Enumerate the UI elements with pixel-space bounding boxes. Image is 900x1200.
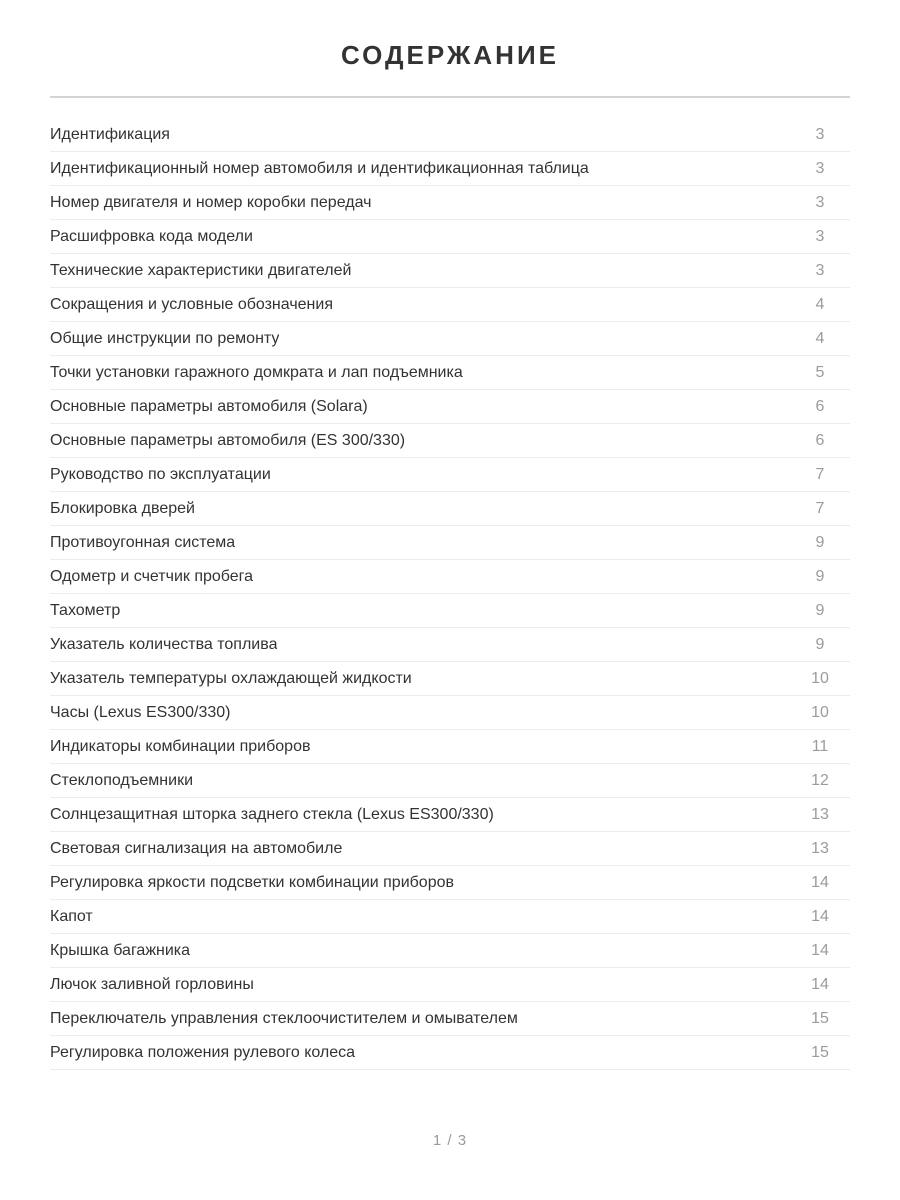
- toc-entry-page-number: 7: [815, 499, 825, 517]
- toc-entry-page-number: 10: [811, 669, 829, 687]
- toc-row[interactable]: [50, 662, 850, 696]
- toc-row[interactable]: [50, 526, 850, 560]
- toc-row[interactable]: [50, 866, 850, 900]
- toc-entry-label: Стеклоподъемники: [50, 771, 193, 789]
- toc-entry-label: Указатель температуры охлаждающей жидкости: [50, 669, 412, 687]
- toc-row[interactable]: [50, 696, 850, 730]
- toc-row[interactable]: [50, 254, 850, 288]
- toc-row[interactable]: [50, 1036, 850, 1070]
- toc-row[interactable]: [50, 1002, 850, 1036]
- toc-entry-page-number: 3: [815, 193, 825, 211]
- toc-row[interactable]: [50, 560, 850, 594]
- toc-entry-label: Основные параметры автомобиля (Solara): [50, 397, 368, 415]
- toc-row[interactable]: [50, 968, 850, 1002]
- toc-row[interactable]: [50, 492, 850, 526]
- toc-entry-label: Световая сигнализация на автомобиле: [50, 839, 343, 857]
- toc-entry-page-number: 13: [811, 839, 829, 857]
- toc-entry-label: Переключатель управления стеклоочистителем и омывателем: [50, 1009, 518, 1027]
- toc-entry-page-number: 12: [811, 771, 829, 789]
- toc-entry-page-number: 9: [815, 635, 825, 653]
- toc-row[interactable]: [50, 186, 850, 220]
- toc-entry-label: Расшифровка кода модели: [50, 227, 253, 245]
- toc-entry-page-number: 9: [815, 567, 825, 585]
- toc-list: [50, 118, 850, 1070]
- toc-entry-page-number: 5: [815, 363, 825, 381]
- toc-entry-label: Регулировка яркости подсветки комбинации приборов: [50, 873, 454, 891]
- toc-entry-page-number: 3: [815, 261, 825, 279]
- toc-row[interactable]: [50, 220, 850, 254]
- toc-entry-page-number: 14: [811, 975, 829, 993]
- toc-entry-label: Точки установки гаражного домкрата и лап подъемника: [50, 363, 463, 381]
- toc-entry-page-number: 3: [815, 125, 825, 143]
- toc-entry-page-number: 9: [815, 601, 825, 619]
- toc-row[interactable]: [50, 594, 850, 628]
- toc-row[interactable]: [50, 832, 850, 866]
- toc-entry-label: Регулировка положения рулевого колеса: [50, 1043, 356, 1061]
- toc-entry-page-number: 6: [815, 397, 825, 415]
- toc-entry-label: Капот: [50, 907, 93, 925]
- toc-row[interactable]: [50, 730, 850, 764]
- toc-entry-label: Общие инструкции по ремонту: [50, 329, 280, 347]
- toc-entry-label: Индикаторы комбинации приборов: [50, 737, 311, 755]
- toc-entry-page-number: 14: [811, 873, 829, 891]
- toc-entry-page-number: 7: [815, 465, 825, 483]
- toc-entry-label: Блокировка дверей: [50, 499, 195, 517]
- toc-entry-label: Часы (Lexus ES300/330): [50, 703, 231, 721]
- toc-entry-page-number: 13: [811, 805, 829, 823]
- toc-entry-page-number: 6: [815, 431, 825, 449]
- toc-entry-page-number: 10: [811, 703, 829, 721]
- page-title: СОДЕРЖАНИЕ: [341, 40, 559, 70]
- toc-row[interactable]: [50, 764, 850, 798]
- toc-entry-label: Солнцезащитная шторка заднего стекла (Lexus ES300/330): [50, 805, 494, 823]
- toc-entry-label: Руководство по эксплуатации: [50, 465, 271, 483]
- toc-entry-page-number: 4: [815, 329, 825, 347]
- toc-entry-label: Одометр и счетчик пробега: [50, 567, 254, 585]
- toc-entry-label: Сокращения и условные обозначения: [50, 295, 333, 313]
- toc-entry-label: Тахометр: [50, 601, 121, 619]
- toc-entry-label: Основные параметры автомобиля (ES 300/330): [50, 431, 406, 449]
- toc-entry-label: Номер двигателя и номер коробки передач: [50, 193, 372, 211]
- toc-entry-label: Идентификация: [50, 125, 170, 143]
- toc-row[interactable]: [50, 934, 850, 968]
- toc-entry-label: Лючок заливной горловины: [50, 975, 254, 993]
- page-indicator: 1 / 3: [432, 1132, 468, 1149]
- toc-entry-page-number: 14: [811, 941, 829, 959]
- toc-row[interactable]: [50, 356, 850, 390]
- toc-row[interactable]: [50, 424, 850, 458]
- toc-entry-page-number: 15: [811, 1009, 829, 1027]
- toc-row[interactable]: [50, 628, 850, 662]
- toc-entry-page-number: 3: [815, 227, 825, 245]
- toc-entry-page-number: 15: [811, 1043, 829, 1061]
- toc-row[interactable]: [50, 322, 850, 356]
- toc-row[interactable]: [50, 900, 850, 934]
- toc-row[interactable]: [50, 798, 850, 832]
- toc-row[interactable]: [50, 458, 850, 492]
- toc-entry-page-number: 3: [815, 159, 825, 177]
- title-divider: [50, 96, 850, 98]
- toc-entry-label: Крышка багажника: [50, 941, 191, 959]
- toc-row[interactable]: [50, 118, 850, 152]
- toc-entry-page-number: 11: [811, 737, 829, 755]
- toc-entry-label: Указатель количества топлива: [50, 635, 278, 653]
- toc-entry-page-number: 4: [815, 295, 825, 313]
- toc-entry-label: Противоугонная система: [50, 533, 236, 551]
- toc-entry-label: Технические характеристики двигателей: [50, 261, 352, 279]
- toc-row[interactable]: [50, 152, 850, 186]
- toc-row[interactable]: [50, 390, 850, 424]
- toc-entry-page-number: 14: [811, 907, 829, 925]
- toc-entry-page-number: 9: [815, 533, 825, 551]
- toc-entry-label: Идентификационный номер автомобиля и идентификационная таблица: [50, 159, 589, 177]
- toc-row[interactable]: [50, 288, 850, 322]
